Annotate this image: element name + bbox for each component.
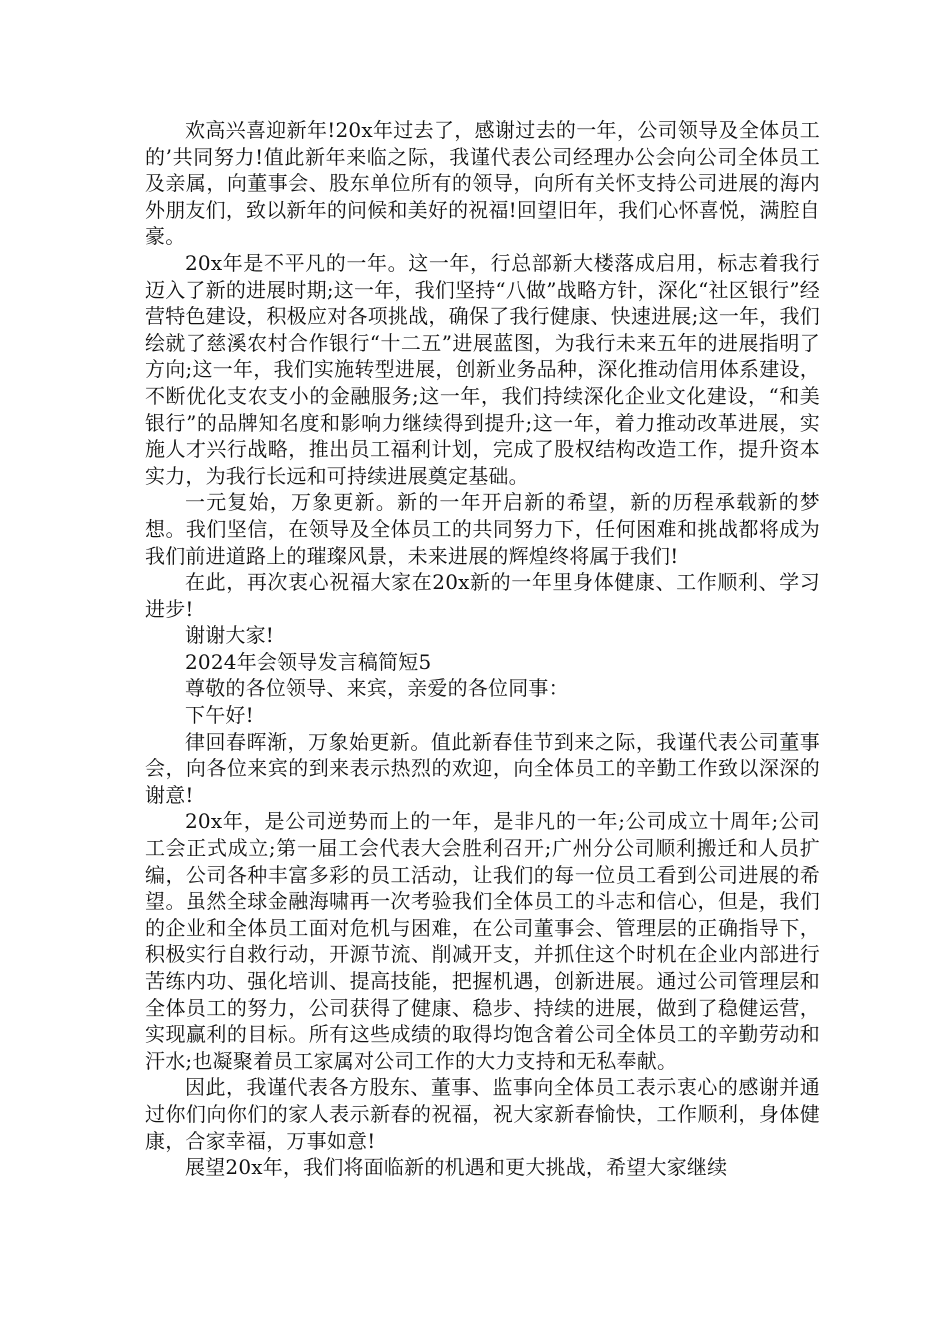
paragraph-outlook: 展望20x年，我们将面临新的机遇和更大挑战，希望大家继续 <box>185 1155 728 1180</box>
document-body <box>145 117 820 1181</box>
paragraph-good-afternoon: 下午好! <box>185 703 254 728</box>
section-title: 2024年会领导发言稿简短5 <box>185 649 432 674</box>
paragraph-thanks: 谢谢大家! <box>185 623 275 648</box>
paragraph-year-review: 20x年是不平凡的一年。这一年，行总部新大楼落成启用，标志着我行迈入了新的进展时期;这一年，我们坚持“八做”战略方针，深化“社区银行”经营特色建设，积极应对各项挑战，确保了我行健康、快速进展;这一年，我们绘就了慈溪农村合作银行“十二五”进展蓝图，为我行未来五年的进展指明了方向;这一年，我们实施转型进展，创新业务品种，深化推动信用体系建设，不断优化支农支小的金融服务;这一年，我们持续深化企业文化建设，“和美银行”的品牌知名度和影响力继续得到提升;这一年，着力推动改革进展，实施人才兴行战略，推出员工福利计划，完成了股权结构改造工作，提升资本实力，为我行长远和可持续进展奠定基础。 <box>145 250 820 488</box>
paragraph-new-hope: 一元复始，万象更新。新的一年开启新的希望，新的历程承载新的梦想。我们坚信，在领导及全体员工的共同努力下，任何困难和挑战都将成为我们前进道路上的璀璨风景，未来进展的辉煌终将属于我们! <box>145 490 820 568</box>
paragraph-salutation: 尊敬的各位领导、来宾，亲爱的各位同事： <box>185 676 569 701</box>
paragraph-welcome: 律回春晖渐，万象始更新。值此新春佳节到来之际，我谨代表公司董事会，向各位来宾的到来表示热烈的欢迎，向全体员工的辛勤工作致以深深的谢意! <box>145 729 820 807</box>
paragraph-gratitude: 因此，我谨代表各方股东、董事、监事向全体员工表示衷心的感谢并通过你们向你们的家人表示新春的祝福，祝大家新春愉快，工作顺利，身体健康，合家幸福，万事如意! <box>145 1075 820 1153</box>
paragraph-new-year-greeting: 欢高兴喜迎新年!20x年过去了，感谢过去的一年，公司领导及全体员工的’共同努力!值此新年来临之际，我谨代表公司经理办公会向公司全体员工及亲属，向董事会、股东单位所有的领导，向所有关怀支持公司进展的海内外朋友们，致以新年的问候和美好的祝福!回望旧年，我们心怀喜悦，满腔自豪。 <box>145 118 820 249</box>
paragraph-company-year: 20x年，是公司逆势而上的一年，是非凡的一年;公司成立十周年;公司工会正式成立;第一届工会代表大会胜利召开;广州分公司顺利搬迁和人员扩编，公司各种丰富多彩的员工活动，让我们的每一位员工看到公司进展的希望。虽然全球金融海啸再一次考验我们全体员工的斗志和信心，但是，我们的企业和全体员工面对危机与困难，在公司董事会、管理层的正确指导下，积极实行自救行动，开源节流、削减开支，并抓住这个时机在企业内部进行苦练内功、强化培训、提高技能，把握机遇，创新进展。通过公司管理层和全体员工的努力，公司获得了健康、稳步、持续的进展，做到了稳健运营，实现赢利的目标。所有这些成绩的取得均饱含着公司全体员工的辛勤劳动和汗水;也凝聚着员工家属对公司工作的大力支持和无私奉献。 <box>145 809 820 1073</box>
paragraph-blessing: 在此，再次衷心祝福大家在20x新的一年里身体健康、工作顺利、学习进步! <box>145 570 820 621</box>
